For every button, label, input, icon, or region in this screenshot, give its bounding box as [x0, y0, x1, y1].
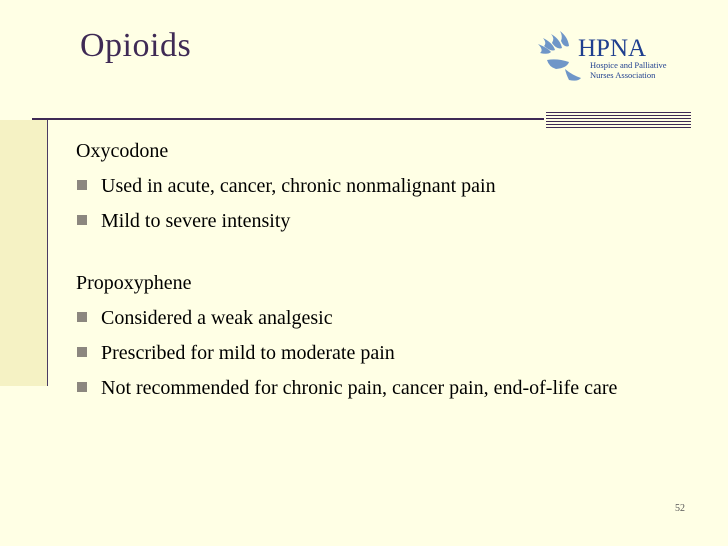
title-rule-middle	[512, 118, 544, 120]
square-bullet-icon	[77, 347, 87, 357]
bullet-text: Not recommended for chronic pain, cancer pain, end-of-life care	[101, 377, 618, 399]
title-rule-left	[32, 118, 512, 120]
bullet-text: Used in acute, cancer, chronic nonmalignant pain	[101, 175, 496, 197]
section-heading-propoxyphene: Propoxyphene	[76, 272, 192, 294]
square-bullet-icon	[77, 312, 87, 322]
bullet-item	[76, 208, 676, 234]
rule-line	[546, 124, 691, 125]
rule-line	[546, 127, 691, 128]
hpna-logo	[535, 28, 687, 84]
square-bullet-icon	[77, 180, 87, 190]
hpna-logo-graphic	[535, 28, 687, 84]
bullet-item	[76, 340, 676, 366]
bullet-item	[76, 375, 651, 401]
rule-line	[546, 118, 691, 119]
square-bullet-icon	[77, 382, 87, 392]
logo-subtitle-line-2: Nurses Association	[590, 70, 656, 80]
slide-number: 52	[675, 503, 685, 514]
logo-wordmark: HPNA	[578, 35, 647, 62]
bullet-text: Prescribed for mild to moderate pain	[101, 342, 395, 364]
bullet-text: Considered a weak analgesic	[101, 307, 333, 329]
slide-title: Opioids	[80, 27, 192, 64]
decorative-side-bar	[0, 120, 48, 386]
rule-line	[546, 121, 691, 122]
logo-subtitle-line-1: Hospice and Palliative	[590, 60, 667, 70]
title-rule-lines	[546, 112, 691, 128]
bullet-item	[76, 173, 676, 199]
slide-content	[76, 138, 676, 401]
rule-line	[546, 115, 691, 116]
section-heading-oxycodone: Oxycodone	[76, 140, 169, 162]
rule-line	[546, 112, 691, 113]
bullet-item	[76, 305, 676, 331]
bullet-text: Mild to severe intensity	[101, 210, 291, 232]
square-bullet-icon	[77, 215, 87, 225]
section-gap	[76, 234, 676, 270]
